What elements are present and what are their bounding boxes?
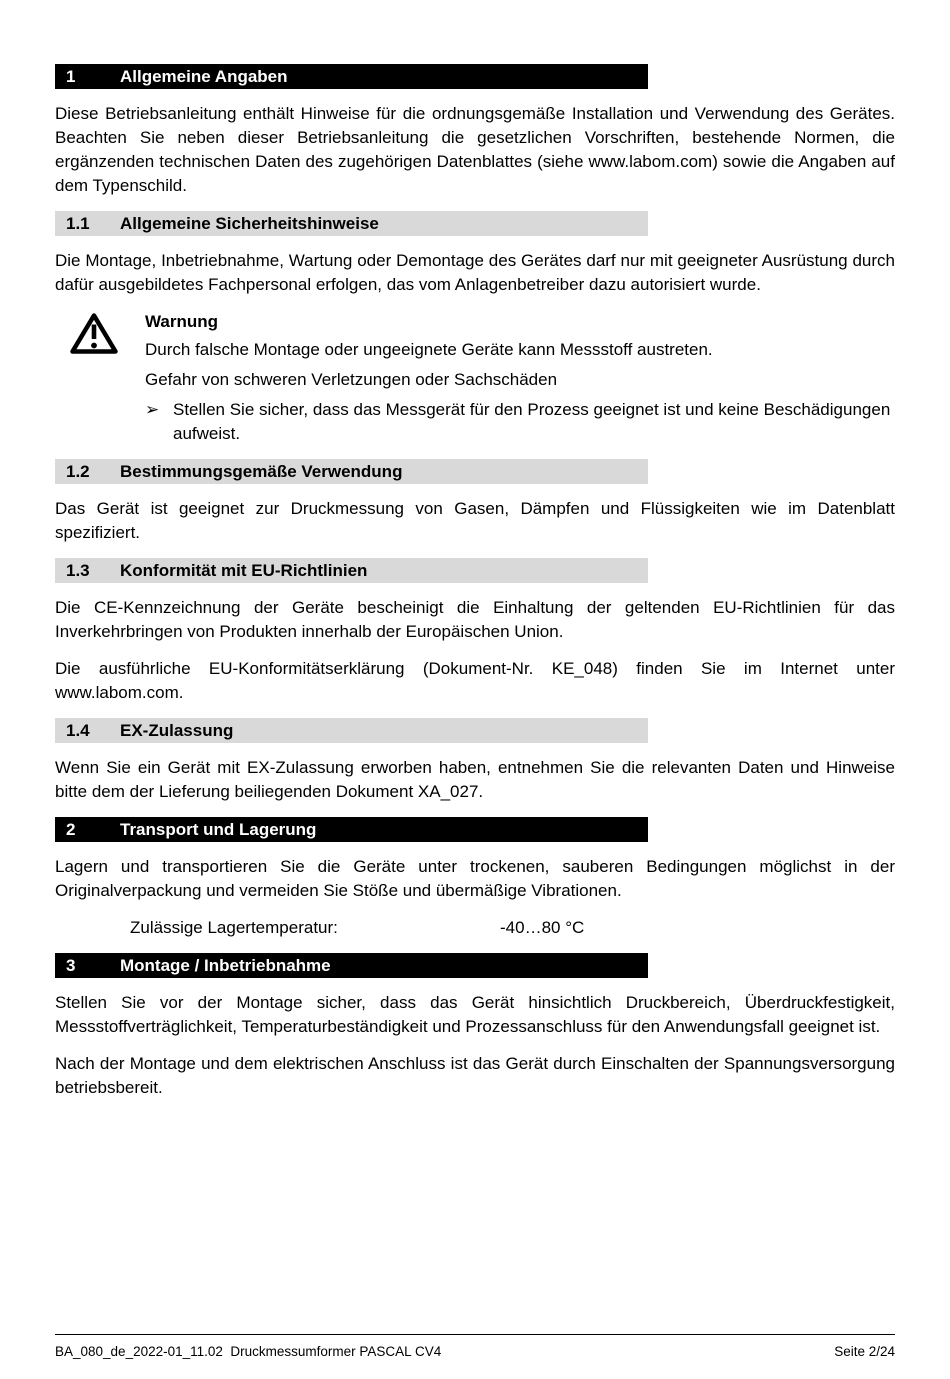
- section-title: Allgemeine Sicherheitshinweise: [120, 213, 379, 233]
- section-number: 1.3: [66, 560, 90, 580]
- section-heading-3: [55, 953, 648, 978]
- paragraph-eu-declaration: Die ausführliche EU-Konformitätserklärung (Dokument-Nr. KE_048) finden Sie im Internet unter www.labom.com.: [55, 659, 895, 702]
- section-title: Montage / Inbetriebnahme: [120, 955, 331, 975]
- section-heading-1-3: [55, 558, 648, 583]
- page-content: [55, 64, 895, 1113]
- section-title: Allgemeine Angaben: [120, 66, 288, 86]
- section-heading-2: [55, 817, 648, 842]
- section-number: 1.2: [66, 461, 90, 481]
- warning-triangle-icon: [55, 310, 145, 446]
- paragraph-mounting-check: Stellen Sie vor der Montage sicher, dass das Gerät hinsichtlich Druckbereich, Überdruckfestigkeit, Messstoffverträglichkeit, Temperaturbeständigkeit und Prozessanschluss für den Anwendungsfall geeignet ist.: [55, 993, 895, 1036]
- storage-temperature-value: -40…80 °C: [500, 918, 585, 937]
- paragraph-commissioning: Nach der Montage und dem elektrischen Anschluss ist das Gerät durch Einschalten der Spannungsversorgung betriebsbereit.: [55, 1054, 895, 1097]
- footer-page-number: Seite 2/24: [834, 1344, 895, 1359]
- warning-body: [145, 310, 895, 446]
- section-number: 1.1: [66, 213, 90, 233]
- paragraph-ce-marking: Die CE-Kennzeichnung der Geräte bescheinigt die Einhaltung der geltenden EU-Richtlinien für das Inverkehrbringen von Produkten innerhalb der Europäischen Union.: [55, 598, 895, 641]
- footer-document-id: BA_080_de_2022-01_11.02 Druckmessumformer PASCAL CV4: [55, 1344, 442, 1359]
- warning-instruction-text: Stellen Sie sicher, dass das Messgerät für den Prozess geeignet ist und keine Beschädigungen aufweist.: [173, 400, 891, 443]
- section-heading-1-4: [55, 718, 648, 743]
- section-title: Transport und Lagerung: [120, 819, 317, 839]
- paragraph-ex-approval: Wenn Sie ein Gerät mit EX-Zulassung erworben haben, entnehmen Sie die relevanten Daten und Hinweise bitte dem der Lieferung beiliegenden Dokument XA_027.: [55, 758, 895, 801]
- page-footer: [55, 1334, 895, 1359]
- section-number: 2: [66, 819, 76, 839]
- warning-title: Warnung: [145, 312, 219, 331]
- section-number: 1.4: [66, 720, 90, 740]
- section-number: 1: [66, 66, 76, 86]
- paragraph-general-info: Diese Betriebsanleitung enthält Hinweise für die ordnungsgemäße Installation und Verwendung des Gerätes. Beachten Sie neben dieser Betriebsanleitung die gesetzlichen Vorschriften, bestehende Normen, die ergänzenden technischen Daten des zugehörigen Datenblattes (siehe www.labom.com) sowie die Angaben auf dem Typenschild.: [55, 104, 895, 195]
- paragraph-intended-use: Das Gerät ist geeignet zur Druckmessung von Gasen, Dämpfen und Flüssigkeiten wie im Datenblatt spezifiziert.: [55, 499, 895, 542]
- warning-block: [55, 310, 895, 446]
- arrow-bullet-icon: ➢: [145, 400, 160, 419]
- section-heading-1-1: [55, 211, 648, 236]
- warning-consequence-text: Durch falsche Montage oder ungeeignete Geräte kann Messstoff austreten.: [145, 340, 713, 359]
- section-title: EX-Zulassung: [120, 720, 234, 740]
- section-number: 3: [66, 955, 76, 975]
- storage-temperature-label: Zulässige Lagertemperatur:: [130, 918, 338, 937]
- section-heading-1: [55, 64, 648, 89]
- storage-temperature-row: [130, 916, 895, 940]
- paragraph-storage: Lagern und transportieren Sie die Geräte unter trockenen, sauberen Bedingungen möglichst in der Originalverpackung und vermeiden Sie Stöße und übermäßige Vibrationen.: [55, 857, 895, 900]
- paragraph-safety-notes: Die Montage, Inbetriebnahme, Wartung oder Demontage des Gerätes darf nur mit geeigneter Ausrüstung durch dafür ausgebildetes Fachpersonal erfolgen, das vom Anlagenbetreiber dazu autorisiert wurde.: [55, 251, 895, 294]
- section-title: Konformität mit EU-Richtlinien: [120, 560, 368, 580]
- warning-instruction: [145, 398, 895, 446]
- section-heading-1-2: [55, 459, 648, 484]
- warning-hazard-text: Gefahr von schweren Verletzungen oder Sachschäden: [145, 370, 558, 389]
- section-title: Bestimmungsgemäße Verwendung: [120, 461, 403, 481]
